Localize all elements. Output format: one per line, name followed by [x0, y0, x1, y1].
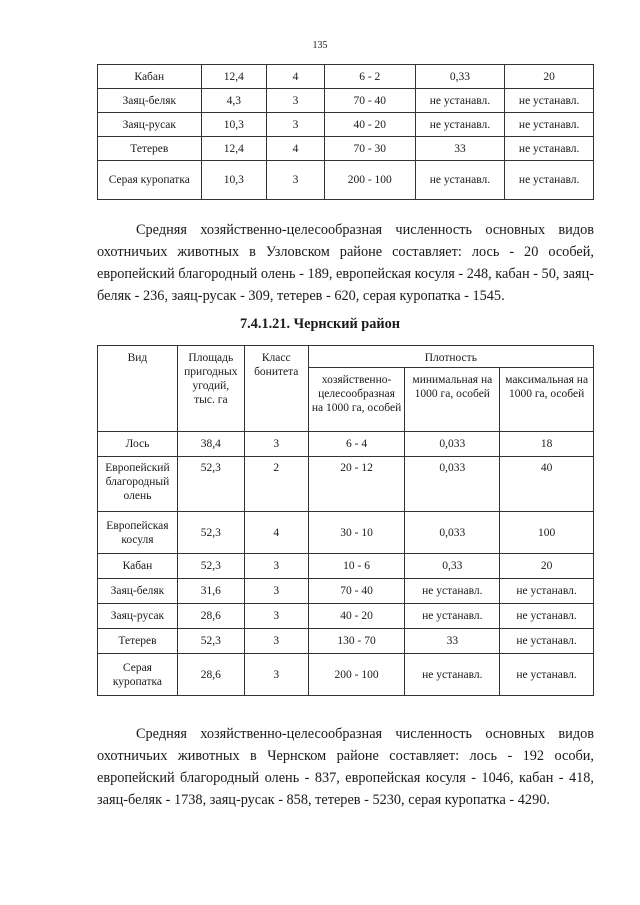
table-cell: Лось [98, 432, 178, 457]
table-cell: Заяц-беляк [98, 89, 202, 113]
table-cell: не устанавл. [500, 604, 594, 629]
table-cell: Европейская косуля [98, 512, 178, 554]
table-cell: 0,33 [405, 554, 500, 579]
table-cell: 3 [267, 113, 325, 137]
table-cell: Европейский благородный олень [98, 457, 178, 512]
table-row [98, 654, 594, 696]
table-cell: 0,033 [405, 512, 500, 554]
table-cell: 4 [267, 137, 325, 161]
header-density-economic: хозяйственно-целесообразная на 1000 га, особей [308, 368, 405, 432]
section-heading: 7.4.1.21. Чернский район [240, 316, 400, 332]
header-species: Вид [98, 346, 178, 432]
table-cell: Заяц-русак [98, 113, 202, 137]
table-cell: 33 [405, 629, 500, 654]
summary-paragraph-uzlovsky: Средняя хозяйственно-целесообразная численность основных видов охотничьих животных в Узловском районе составляет: лось - 20 особей, европейский благородный олень - 189, европейская косуля - 248, кабан - 50, заяц-беляк - 236, заяц-русак - 309, тетерев - 620, серая куропатка - 1545. [97, 222, 594, 304]
table-cell: 0,33 [415, 65, 505, 89]
table-cell: 3 [244, 432, 308, 457]
page-number: 135 [312, 40, 328, 51]
table-row [98, 579, 594, 604]
table-cell: 70 - 40 [308, 579, 405, 604]
table-cell: 30 - 10 [308, 512, 405, 554]
table-cell: 100 [500, 512, 594, 554]
table-cell: не устанавл. [500, 579, 594, 604]
table-cell: 40 - 20 [324, 113, 415, 137]
table-cell: не устанавл. [415, 161, 505, 200]
header-density: Плотность [308, 346, 593, 368]
header-area: Площадь пригодных угодий, тыс. га [177, 346, 244, 432]
table-cell: 40 - 20 [308, 604, 405, 629]
table-cell: 4 [267, 65, 325, 89]
table-chernsky [97, 345, 594, 696]
table-cell: 20 [505, 65, 594, 89]
table-cell: 12,4 [201, 137, 266, 161]
table-cell: 6 - 2 [324, 65, 415, 89]
table-cell: 38,4 [177, 432, 244, 457]
table-row [98, 512, 594, 554]
table-cell: не устанавл. [415, 89, 505, 113]
table-cell: 20 [500, 554, 594, 579]
table-row [98, 65, 594, 89]
table-cell: Кабан [98, 554, 178, 579]
table-cell: 3 [244, 629, 308, 654]
table-cell: 3 [244, 654, 308, 696]
table-cell: не устанавл. [405, 579, 500, 604]
table-cell: 4 [244, 512, 308, 554]
table-cell: 18 [500, 432, 594, 457]
table-cell: 52,3 [177, 554, 244, 579]
table-cell: не устанавл. [405, 604, 500, 629]
table-cell: 31,6 [177, 579, 244, 604]
table-cell: 10,3 [201, 113, 266, 137]
table-cell: 28,6 [177, 604, 244, 629]
table-cell: 0,033 [405, 432, 500, 457]
header-density-max: максимальная на 1000 га, особей [500, 368, 594, 432]
table-cell: не устанавл. [505, 137, 594, 161]
table-cell: не устанавл. [505, 161, 594, 200]
table-cell: 3 [244, 604, 308, 629]
table-cell: 3 [267, 161, 325, 200]
table-uzlovsky-continued [97, 64, 594, 200]
table-cell: 12,4 [201, 65, 266, 89]
table-cell: 130 - 70 [308, 629, 405, 654]
table-cell: не устанавл. [500, 629, 594, 654]
table-cell: не устанавл. [500, 654, 594, 696]
table-row [98, 432, 594, 457]
table-cell: Серая куропатка [98, 654, 178, 696]
table-cell: Заяц-беляк [98, 579, 178, 604]
table-cell: 0,033 [405, 457, 500, 512]
header-class: Класс бонитета [244, 346, 308, 432]
table-cell: не устанавл. [405, 654, 500, 696]
table-cell: 40 [500, 457, 594, 512]
table-cell: 70 - 30 [324, 137, 415, 161]
table-row [98, 554, 594, 579]
table-row [98, 161, 594, 200]
table-cell: 10 - 6 [308, 554, 405, 579]
table-cell: 3 [244, 579, 308, 604]
table-cell: 200 - 100 [324, 161, 415, 200]
table-cell: 6 - 4 [308, 432, 405, 457]
table-cell: не устанавл. [415, 113, 505, 137]
table-cell: Тетерев [98, 629, 178, 654]
table-cell: 52,3 [177, 512, 244, 554]
table-cell: 52,3 [177, 629, 244, 654]
table-cell: 4,3 [201, 89, 266, 113]
table-row [98, 137, 594, 161]
table-cell: 10,3 [201, 161, 266, 200]
table-row [98, 113, 594, 137]
table-cell: 2 [244, 457, 308, 512]
header-density-min: минимальная на 1000 га, особей [405, 368, 500, 432]
table-cell: Тетерев [98, 137, 202, 161]
table-cell: 33 [415, 137, 505, 161]
table-cell: Кабан [98, 65, 202, 89]
table-cell: 52,3 [177, 457, 244, 512]
table-cell: 20 - 12 [308, 457, 405, 512]
table-cell: не устанавл. [505, 89, 594, 113]
table-row [98, 457, 594, 512]
table-cell: 200 - 100 [308, 654, 405, 696]
table-cell: Серая куропатка [98, 161, 202, 200]
table-cell: 3 [267, 89, 325, 113]
summary-paragraph-chernsky: Средняя хозяйственно-целесообразная численность основных видов охотничьих животных в Чернском районе составляет: лось - 192 особи, европейский благородный олень - 837, европейская косуля - 1046, кабан - 418, заяц-беляк - 1738, заяц-русак - 858, тетерев - 5230, серая куропатка - 4290. [97, 726, 594, 808]
table-row [98, 89, 594, 113]
table-cell: не устанавл. [505, 113, 594, 137]
table-cell: Заяц-русак [98, 604, 178, 629]
table-cell: 70 - 40 [324, 89, 415, 113]
table-row [98, 604, 594, 629]
table-cell: 3 [244, 554, 308, 579]
table-row [98, 629, 594, 654]
table-cell: 28,6 [177, 654, 244, 696]
